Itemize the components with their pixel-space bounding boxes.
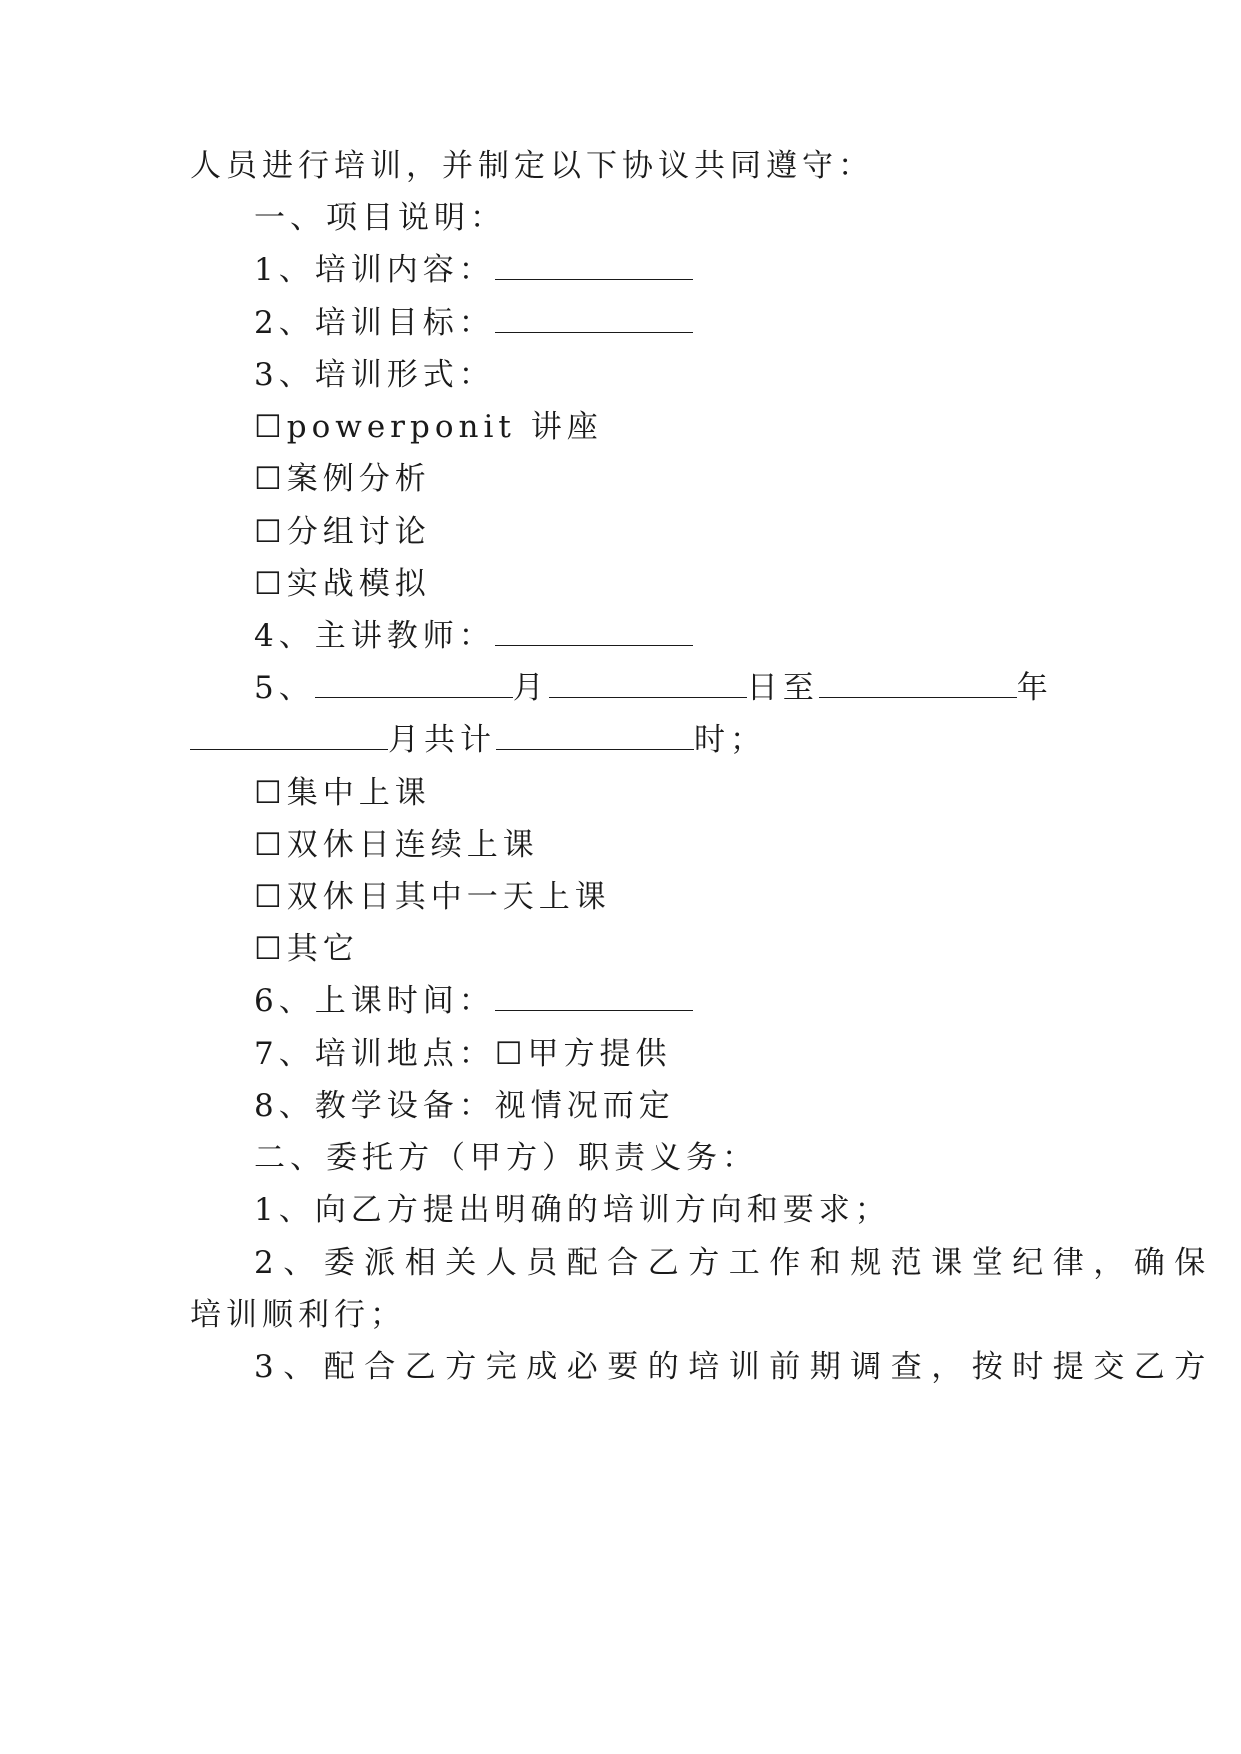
blank-training-content[interactable] bbox=[495, 251, 693, 280]
duty-3: 3、配合乙方完成必要的培训前期调查，按时提交乙方 bbox=[254, 1349, 1215, 1385]
checkbox-option-simulation[interactable]: ☐实战模拟 bbox=[254, 566, 431, 602]
item-teaching-equipment: 8、教学设备：视情况而定 bbox=[254, 1088, 675, 1124]
item-training-goal: 2、培训目标： bbox=[0, 298, 1241, 348]
item-training-location: 7、培训地点：☐甲方提供 bbox=[254, 1036, 672, 1072]
item-training-form: 3、培训形式： bbox=[254, 357, 495, 393]
checkbox-option-weekend-one[interactable]: ☐双休日其中一天上课 bbox=[254, 879, 611, 915]
item-period-line1: 5、 月 日至 年 bbox=[254, 670, 1053, 706]
blank-lecturer[interactable] bbox=[495, 617, 693, 646]
checkbox-option-lecture[interactable]: ☐powerponit 讲座 bbox=[254, 409, 603, 445]
blank-end-year[interactable] bbox=[819, 669, 1017, 698]
checkbox-option-case-study[interactable]: ☐案例分析 bbox=[254, 461, 431, 497]
item-class-time: 6、上课时间： bbox=[0, 976, 1241, 1026]
blank-training-goal[interactable] bbox=[495, 304, 693, 333]
section2-heading: 二、委托方（甲方）职责义务： bbox=[254, 1140, 758, 1176]
blank-total-hours[interactable] bbox=[496, 721, 694, 750]
checkbox-option-group-discussion[interactable]: ☐分组讨论 bbox=[254, 514, 431, 550]
blank-start-day[interactable] bbox=[549, 669, 747, 698]
blank-end-month[interactable] bbox=[190, 721, 388, 750]
intro-paragraph: 人员进行培训，并制定以下协议共同遵守： bbox=[190, 148, 874, 184]
duty-2-line2: 培训顺利行； bbox=[190, 1297, 406, 1333]
blank-class-time[interactable] bbox=[495, 982, 693, 1011]
item-training-content: 1、培训内容： bbox=[0, 245, 1241, 295]
checkbox-option-weekend-both[interactable]: ☐双休日连续上课 bbox=[254, 827, 539, 863]
item-period-line2: 月共计 时； bbox=[0, 715, 1241, 765]
section1-heading: 一、项目说明： bbox=[254, 200, 506, 236]
item-lecturer: 4、主讲教师： bbox=[0, 611, 1241, 661]
checkbox-option-intensive[interactable]: ☐集中上课 bbox=[254, 775, 431, 811]
duty-1: 1、向乙方提出明确的培训方向和要求； bbox=[254, 1192, 891, 1228]
checkbox-option-other[interactable]: ☐其它 bbox=[254, 931, 359, 967]
blank-start-month[interactable] bbox=[315, 669, 513, 698]
duty-2-line1: 2、委派相关人员配合乙方工作和规范课堂纪律，确保 bbox=[254, 1245, 1215, 1281]
